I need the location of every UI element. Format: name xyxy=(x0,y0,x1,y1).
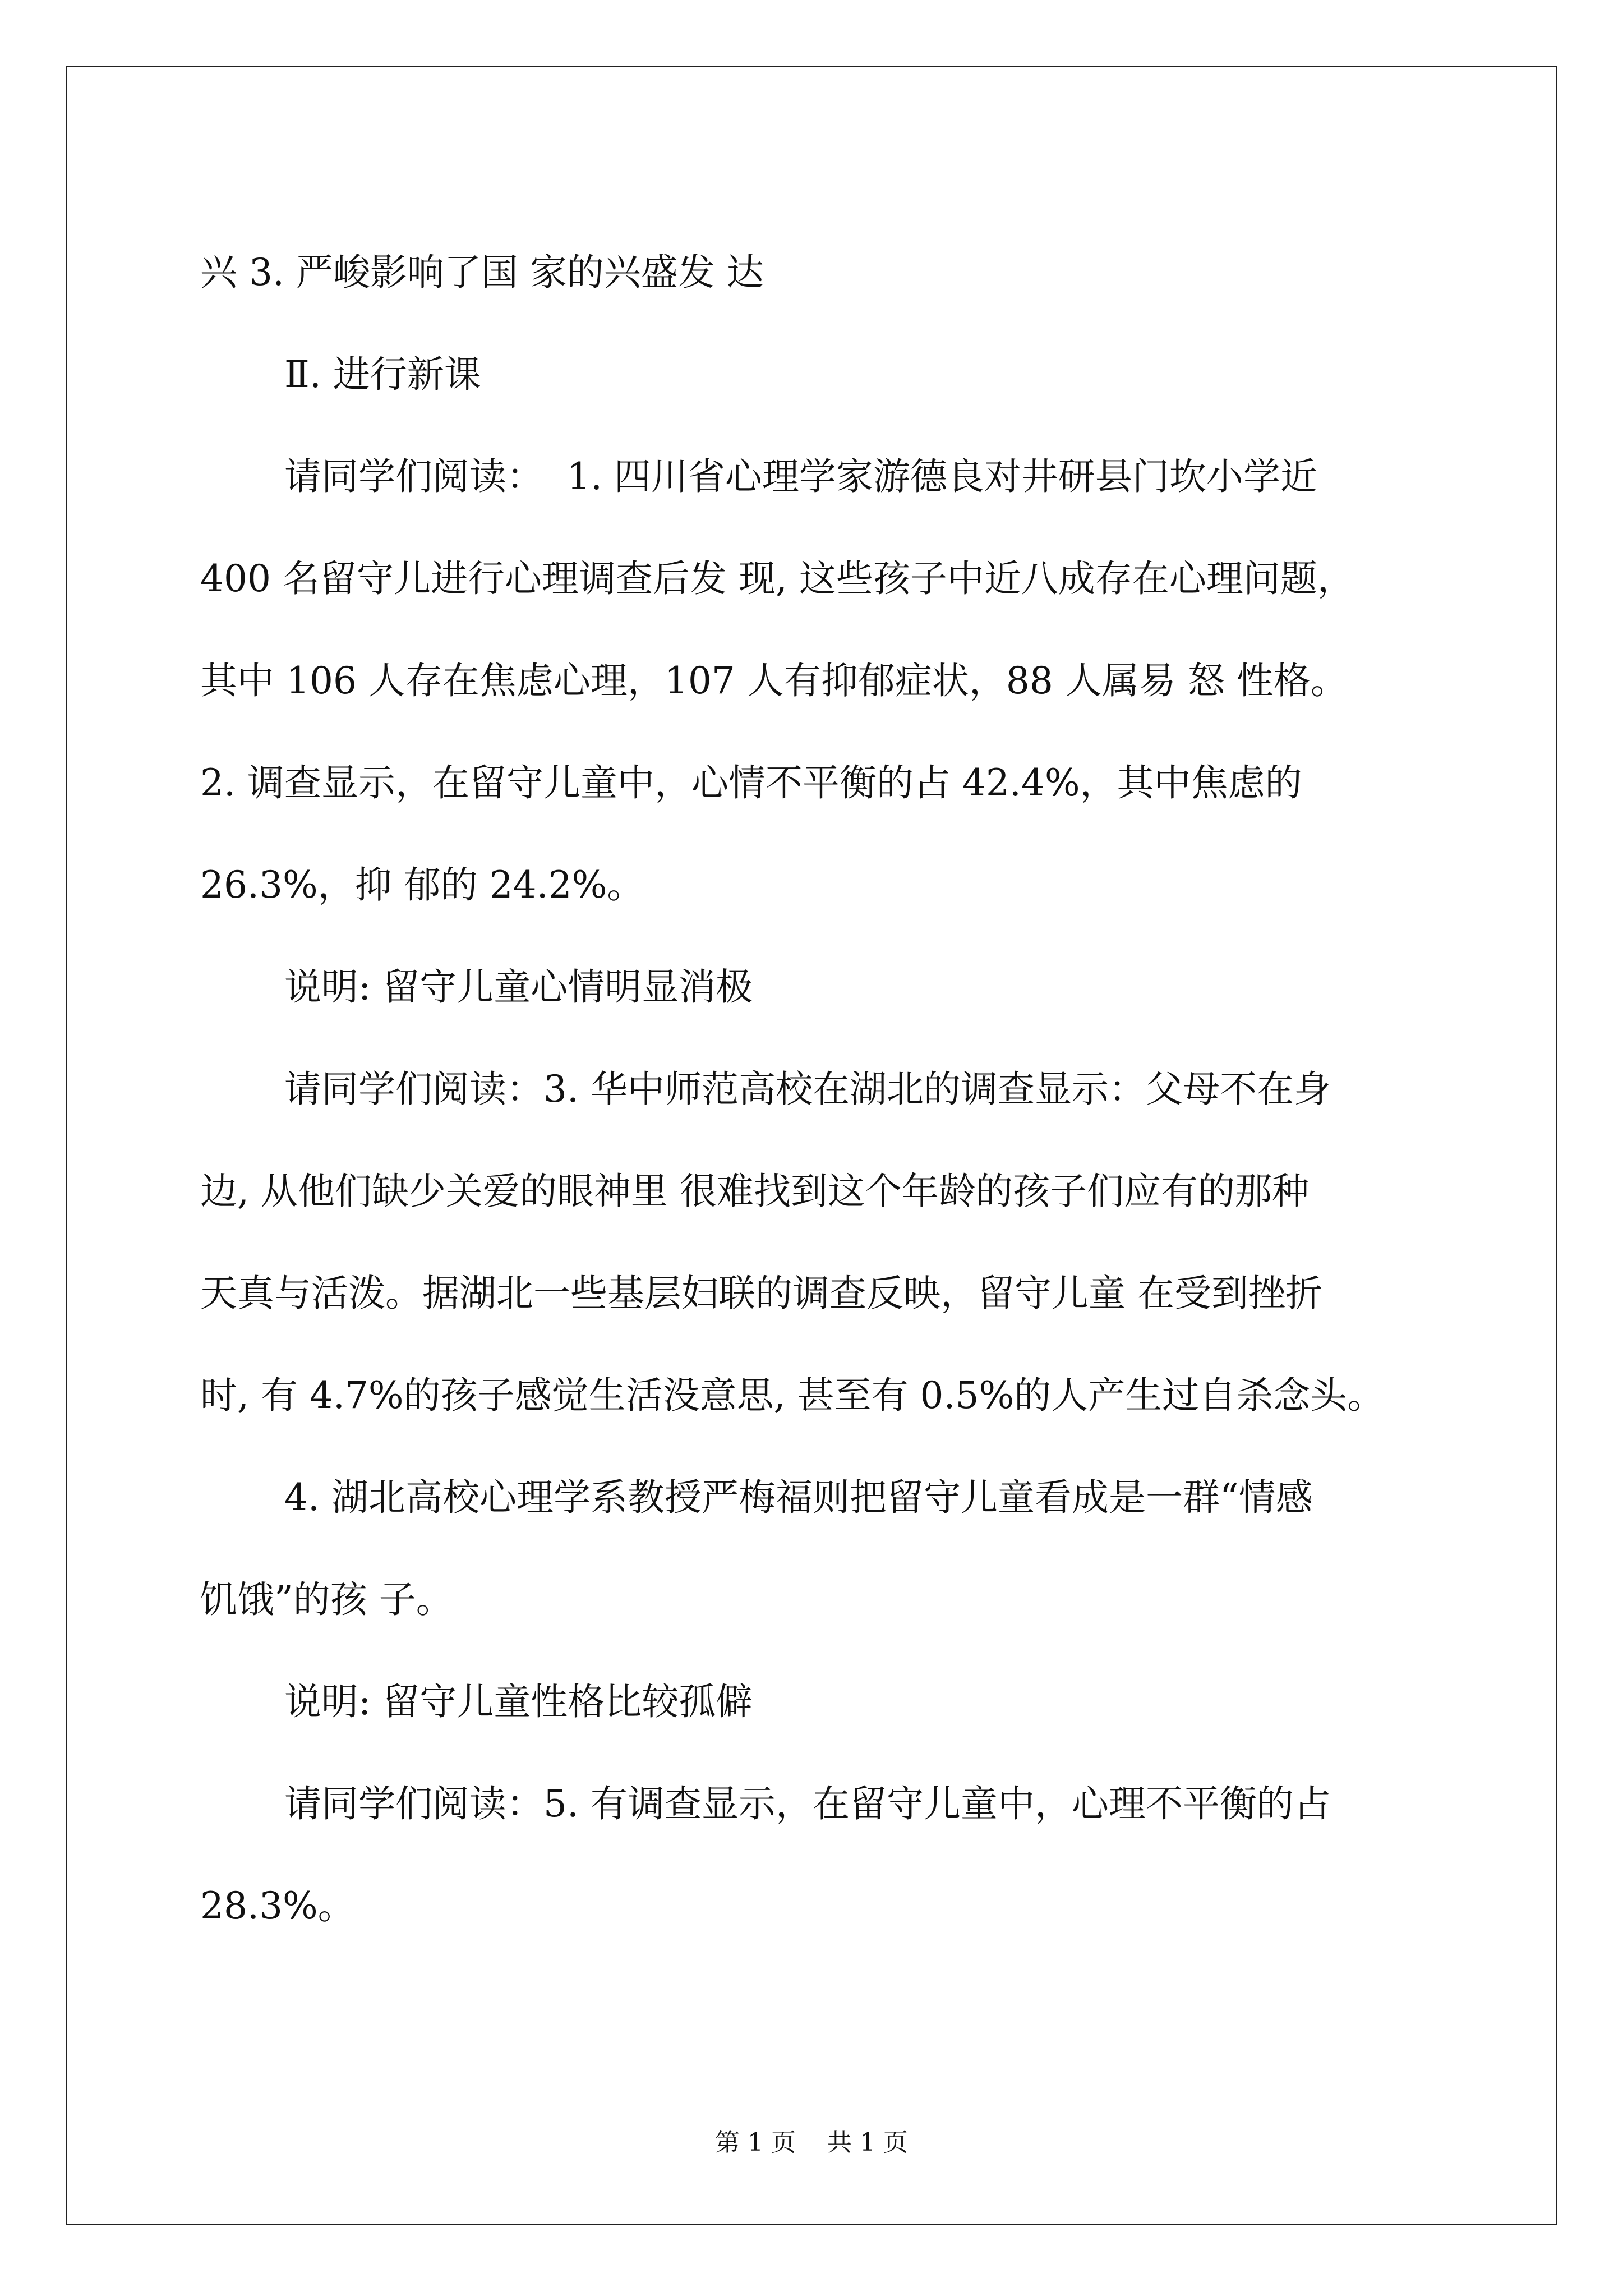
text-line: 边, 从他们缺少关爱的眼神里 很难找到这个年龄的孩子们应有的那种 xyxy=(200,1170,1309,1213)
text-line: 请同学们阅读：3. 华中师范高校在湖北的调查显示：父母不在身 xyxy=(284,1068,1331,1111)
text-line: 时, 有 4.7%的孩子感觉生活没意思, 甚至有 0.5%的人产生过自杀念头。 xyxy=(200,1374,1385,1417)
text-line: 请同学们阅读： 1. 四川省心理学家游德良对井研县门坎小学近 xyxy=(284,455,1317,498)
page-footer: 第 1 页 共 1 页 xyxy=(715,2128,908,2157)
text-line: 兴 3. 严峻影响了国 家的兴盛发 达 xyxy=(200,251,764,294)
text-line: 28.3%。 xyxy=(200,1884,355,1927)
text-line: 400 名留守儿进行心理调查后发 现, 这些孩子中近八成存在心理问题， xyxy=(200,557,1354,600)
text-line: 说明: 留守儿童性格比较孤僻 xyxy=(284,1680,753,1723)
text-line: 其中 106 人存在焦虑心理，107 人有抑郁症状，88 人属易 怒 性格。 xyxy=(200,659,1348,702)
text-line: 4. 湖北高校心理学系教授严梅福则把留守儿童看成是一群“情感 xyxy=(284,1476,1313,1519)
text-line: 请同学们阅读：5. 有调查显示，在留守儿童中，心理不平衡的占 xyxy=(284,1782,1331,1825)
section-heading: Ⅱ. 进行新课 xyxy=(284,353,481,396)
text-line: 26.3%，抑 郁的 24.2%。 xyxy=(200,863,644,907)
text-line: 天真与活泼。据湖北一些基层妇联的调查反映，留守儿童 在受到挫折 xyxy=(200,1272,1322,1315)
text-line: 饥饿”的孩 子。 xyxy=(200,1578,453,1621)
text-line: 2. 调查显示，在留守儿童中，心情不平衡的占 42.4%，其中焦虑的 xyxy=(200,761,1302,804)
text-line: 说明: 留守儿童心情明显消极 xyxy=(284,965,753,1009)
